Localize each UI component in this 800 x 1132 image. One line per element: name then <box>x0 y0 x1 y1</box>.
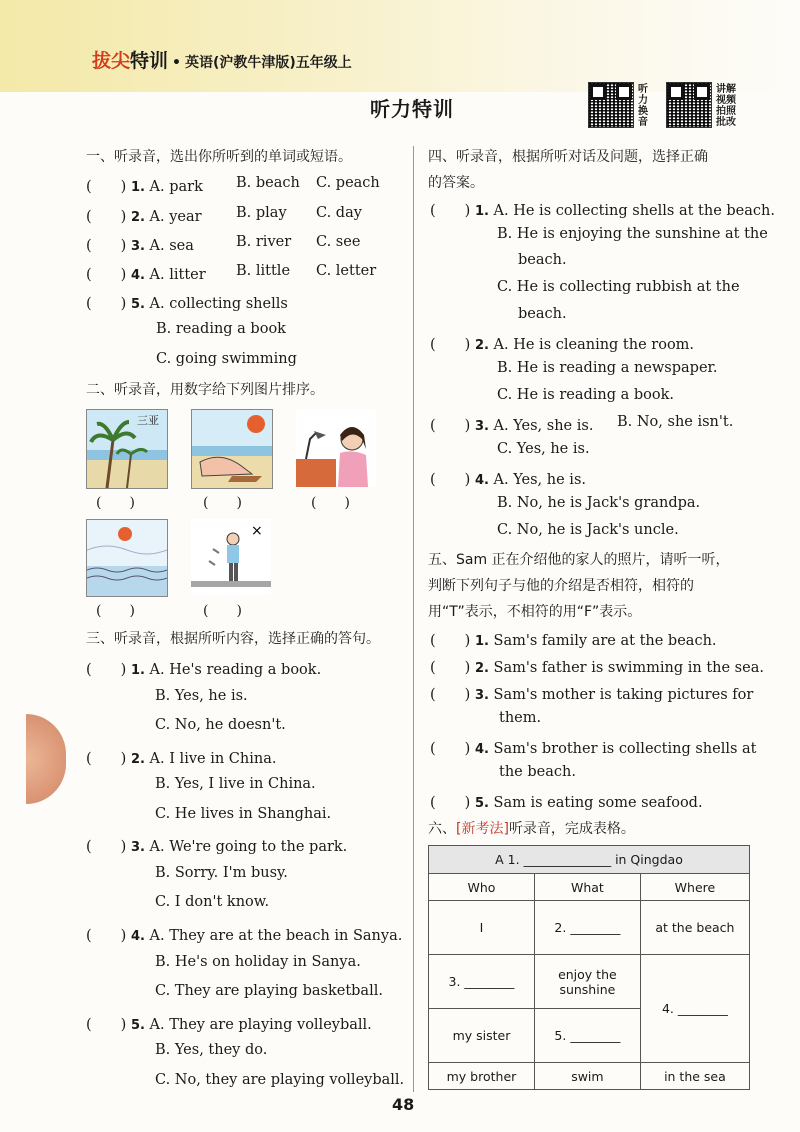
column-divider <box>413 146 414 1092</box>
section6-title: 六、[新考法]听录音，完成表格。 <box>428 821 635 837</box>
new-format-tag: [新考法] <box>456 821 509 837</box>
brand: 拔尖特训 • 英语(沪教牛津版)五年级上 <box>92 50 352 72</box>
picture-label: 三亚 <box>137 414 159 427</box>
picture-sea-sunset <box>86 519 168 597</box>
table-cell: at the beach <box>640 901 749 955</box>
svg-text:×: × <box>251 523 263 539</box>
table-header: What <box>534 874 640 901</box>
list-item: ( ) 3. Sam's mother is taking pictures for <box>430 687 754 703</box>
answer-bracket[interactable]: ( ) <box>96 603 135 619</box>
section5-title: 五、Sam 正在介绍他的家人的照片，请听一听， <box>428 552 730 568</box>
section3-title: 三、听录音，根据所听内容，选择正确的答句。 <box>86 631 380 647</box>
section2-title: 二、听录音，用数字给下列图片排序。 <box>86 382 324 398</box>
list-item: ( ) 4. Sam's brother is collecting shells at <box>430 741 757 757</box>
picture-girl-reading <box>296 409 376 487</box>
table-cell: in the sea <box>640 1063 749 1090</box>
list-item: ( ) 5. Sam is eating some seafood. <box>430 795 703 811</box>
table-cell: swim <box>534 1063 640 1090</box>
blank-field[interactable]: 5. ________ <box>534 1009 640 1063</box>
list-item: ( ) 3. A. We're going to the park. <box>86 839 348 855</box>
blank-field[interactable]: 4. ________ <box>640 955 749 1063</box>
qr-code-icon[interactable] <box>666 82 712 128</box>
list-item: ( ) 2. A. year <box>86 209 202 225</box>
picture-boy-litter <box>191 519 271 595</box>
answer-bracket[interactable]: ( ) <box>203 603 242 619</box>
list-item: ( ) 4. A. litter <box>86 267 206 283</box>
list-item: ( ) 2. Sam's father is swimming in the sea. <box>430 660 764 676</box>
list-item: ( ) 4. A. They are at the beach in Sanya. <box>86 928 403 944</box>
section4-title: 四、听录音，根据所听对话及问题，选择正确 <box>428 149 708 165</box>
answer-bracket[interactable]: ( ) <box>203 495 242 511</box>
list-item: ( ) 1. A. He is collecting shells at the beach. <box>430 203 775 219</box>
qr-code-icon[interactable] <box>588 82 634 128</box>
table-cell: I <box>429 901 535 955</box>
blank-field[interactable]: ______________ <box>523 852 612 867</box>
table-title: A 1. ______________ in Qingdao <box>429 846 750 874</box>
list-item: ( ) 3. A. sea <box>86 238 194 254</box>
table-header: Where <box>640 874 749 901</box>
list-item: ( ) 3. A. Yes, she is. <box>430 418 594 434</box>
list-item: ( ) 1. A. park <box>86 179 203 195</box>
page-number: 48 <box>392 1095 415 1114</box>
qr-label-listening: 听力换音 <box>638 84 648 128</box>
list-item: ( ) 1. Sam's family are at the beach. <box>430 633 717 649</box>
picture-beach-sanya <box>86 409 168 489</box>
table-cell: my sister <box>429 1009 535 1063</box>
list-item: ( ) 5. A. collecting shells <box>86 296 288 312</box>
list-item: ( ) 2. A. I live in China. <box>86 751 277 767</box>
thumb-artifact <box>26 714 66 804</box>
fill-in-table <box>428 845 750 1090</box>
section1-title: 一、听录音，选出你所听到的单词或短语。 <box>86 149 352 165</box>
list-item: ( ) 2. A. He is cleaning the room. <box>430 337 695 353</box>
list-item: ( ) 4. A. Yes, he is. <box>430 472 586 488</box>
table-header: Who <box>429 874 535 901</box>
list-item: ( ) 5. A. They are playing volleyball. <box>86 1017 372 1033</box>
list-item: ( ) 1. A. He's reading a book. <box>86 662 322 678</box>
answer-bracket[interactable]: ( ) <box>96 495 135 511</box>
blank-field[interactable]: 2. ________ <box>534 901 640 955</box>
table-cell: enjoy the sunshine <box>534 955 640 1009</box>
qr-label-video: 讲解视频拍照批改 <box>716 84 736 128</box>
table-cell: my brother <box>429 1063 535 1090</box>
answer-bracket[interactable]: ( ) <box>311 495 350 511</box>
picture-sunbathing <box>191 409 273 489</box>
blank-field[interactable]: 3. ________ <box>429 955 535 1009</box>
page-title: 听力特训 <box>370 97 454 121</box>
